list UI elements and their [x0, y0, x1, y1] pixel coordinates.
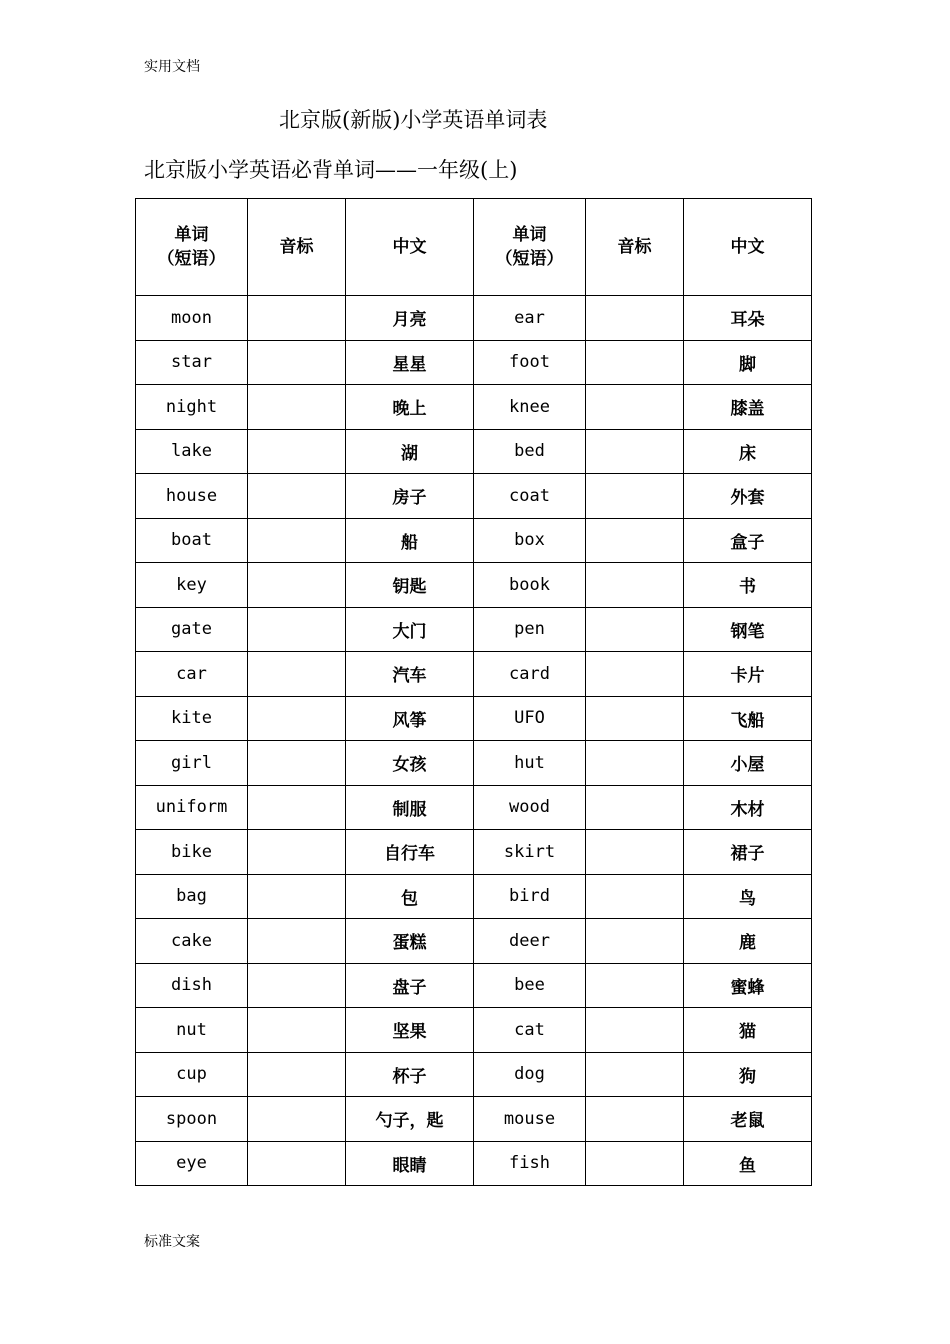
word-cell: moon — [136, 296, 248, 341]
phonetic-cell — [586, 963, 684, 1008]
phonetic-cell — [248, 919, 346, 964]
phonetic-cell — [248, 874, 346, 919]
word-cell: house — [136, 474, 248, 519]
phonetic-cell — [586, 652, 684, 697]
word-cell: foot — [474, 340, 586, 385]
chinese-cell: 勺子，匙 — [346, 1097, 474, 1142]
table-row — [136, 474, 812, 519]
phonetic-cell — [586, 385, 684, 430]
word-cell: eye — [136, 1141, 248, 1186]
word-cell: bird — [474, 874, 586, 919]
word-cell: key — [136, 563, 248, 608]
phonetic-cell — [248, 296, 346, 341]
word-cell: wood — [474, 785, 586, 830]
phonetic-cell — [586, 429, 684, 474]
word-cell: bee — [474, 963, 586, 1008]
header-word — [474, 199, 586, 296]
header-word-line1: 单词 — [174, 225, 209, 245]
word-cell: cat — [474, 1008, 586, 1053]
word-cell: deer — [474, 919, 586, 964]
chinese-cell: 床 — [684, 429, 812, 474]
table-row — [136, 696, 812, 741]
phonetic-cell — [586, 563, 684, 608]
chinese-cell: 脚 — [684, 340, 812, 385]
table-header — [136, 199, 812, 296]
phonetic-cell — [248, 607, 346, 652]
table-row — [136, 607, 812, 652]
chinese-cell: 鸟 — [684, 874, 812, 919]
section-subtitle: 北京版小学英语必背单词——一年级(上) — [144, 158, 518, 182]
header-row — [136, 199, 812, 296]
word-cell: dog — [474, 1052, 586, 1097]
phonetic-cell — [586, 607, 684, 652]
phonetic-cell — [586, 296, 684, 341]
phonetic-cell — [586, 785, 684, 830]
table-row — [136, 919, 812, 964]
phonetic-cell — [248, 963, 346, 1008]
table-body — [136, 296, 812, 1186]
chinese-cell: 木材 — [684, 785, 812, 830]
phonetic-cell — [586, 696, 684, 741]
word-cell: skirt — [474, 830, 586, 875]
chinese-cell: 钢笔 — [684, 607, 812, 652]
table-row — [136, 1052, 812, 1097]
word-cell: book — [474, 563, 586, 608]
phonetic-cell — [248, 340, 346, 385]
phonetic-cell — [586, 1141, 684, 1186]
word-cell: dish — [136, 963, 248, 1008]
chinese-cell: 盘子 — [346, 963, 474, 1008]
phonetic-cell — [586, 919, 684, 964]
word-cell: night — [136, 385, 248, 430]
phonetic-cell — [248, 830, 346, 875]
chinese-cell: 蜜蜂 — [684, 963, 812, 1008]
table-row — [136, 563, 812, 608]
table-row — [136, 1141, 812, 1186]
chinese-cell: 鹿 — [684, 919, 812, 964]
header-word-line1: 单词 — [512, 225, 547, 245]
chinese-cell: 湖 — [346, 429, 474, 474]
phonetic-cell — [248, 429, 346, 474]
table-row — [136, 385, 812, 430]
table-row — [136, 340, 812, 385]
chinese-cell: 汽车 — [346, 652, 474, 697]
phonetic-cell — [248, 563, 346, 608]
word-cell: lake — [136, 429, 248, 474]
chinese-cell: 鱼 — [684, 1141, 812, 1186]
header-word — [136, 199, 248, 296]
page-footer-note: 标准文案 — [144, 1234, 200, 1250]
table-row — [136, 785, 812, 830]
table-row — [136, 830, 812, 875]
word-cell: cup — [136, 1052, 248, 1097]
chinese-cell: 自行车 — [346, 830, 474, 875]
chinese-cell: 小屋 — [684, 741, 812, 786]
word-cell: coat — [474, 474, 586, 519]
page-header-note: 实用文档 — [144, 59, 200, 75]
chinese-cell: 眼睛 — [346, 1141, 474, 1186]
header-chinese: 中文 — [684, 199, 812, 296]
phonetic-cell — [248, 652, 346, 697]
word-cell: uniform — [136, 785, 248, 830]
chinese-cell: 制服 — [346, 785, 474, 830]
word-cell: girl — [136, 741, 248, 786]
chinese-cell: 月亮 — [346, 296, 474, 341]
table-row — [136, 1008, 812, 1053]
chinese-cell: 狗 — [684, 1052, 812, 1097]
phonetic-cell — [248, 1141, 346, 1186]
table-row — [136, 652, 812, 697]
word-cell: knee — [474, 385, 586, 430]
chinese-cell: 盒子 — [684, 518, 812, 563]
phonetic-cell — [586, 741, 684, 786]
word-cell: kite — [136, 696, 248, 741]
chinese-cell: 老鼠 — [684, 1097, 812, 1142]
word-cell: bed — [474, 429, 586, 474]
phonetic-cell — [248, 1052, 346, 1097]
chinese-cell: 膝盖 — [684, 385, 812, 430]
chinese-cell: 猫 — [684, 1008, 812, 1053]
table-row — [136, 296, 812, 341]
phonetic-cell — [586, 340, 684, 385]
table-row — [136, 874, 812, 919]
word-cell: cake — [136, 919, 248, 964]
header-phonetic: 音标 — [248, 199, 346, 296]
phonetic-cell — [248, 1008, 346, 1053]
chinese-cell: 杯子 — [346, 1052, 474, 1097]
word-cell: gate — [136, 607, 248, 652]
chinese-cell: 书 — [684, 563, 812, 608]
word-cell: UFO — [474, 696, 586, 741]
phonetic-cell — [586, 1097, 684, 1142]
word-cell: star — [136, 340, 248, 385]
header-chinese: 中文 — [346, 199, 474, 296]
phonetic-cell — [586, 874, 684, 919]
table-row — [136, 518, 812, 563]
phonetic-cell — [586, 1052, 684, 1097]
phonetic-cell — [248, 741, 346, 786]
word-cell: fish — [474, 1141, 586, 1186]
word-cell: car — [136, 652, 248, 697]
table-row — [136, 429, 812, 474]
table-row — [136, 1097, 812, 1142]
phonetic-cell — [586, 474, 684, 519]
chinese-cell: 晚上 — [346, 385, 474, 430]
chinese-cell: 钥匙 — [346, 563, 474, 608]
phonetic-cell — [586, 1008, 684, 1053]
word-cell: bag — [136, 874, 248, 919]
chinese-cell: 飞船 — [684, 696, 812, 741]
word-cell: boat — [136, 518, 248, 563]
word-cell: hut — [474, 741, 586, 786]
chinese-cell: 外套 — [684, 474, 812, 519]
chinese-cell: 风筝 — [346, 696, 474, 741]
chinese-cell: 船 — [346, 518, 474, 563]
chinese-cell: 蛋糕 — [346, 919, 474, 964]
word-cell: pen — [474, 607, 586, 652]
chinese-cell: 包 — [346, 874, 474, 919]
chinese-cell: 星星 — [346, 340, 474, 385]
document-title: 北京版(新版)小学英语单词表 — [279, 108, 548, 132]
table-row — [136, 741, 812, 786]
phonetic-cell — [586, 830, 684, 875]
header-word-line2: （短语） — [157, 249, 226, 269]
word-cell: card — [474, 652, 586, 697]
word-cell: ear — [474, 296, 586, 341]
header-phonetic: 音标 — [586, 199, 684, 296]
phonetic-cell — [248, 385, 346, 430]
word-cell: mouse — [474, 1097, 586, 1142]
phonetic-cell — [248, 518, 346, 563]
phonetic-cell — [248, 474, 346, 519]
chinese-cell: 坚果 — [346, 1008, 474, 1053]
word-cell: box — [474, 518, 586, 563]
chinese-cell: 耳朵 — [684, 296, 812, 341]
table-row — [136, 963, 812, 1008]
chinese-cell: 裙子 — [684, 830, 812, 875]
word-cell: nut — [136, 1008, 248, 1053]
chinese-cell: 房子 — [346, 474, 474, 519]
word-cell: bike — [136, 830, 248, 875]
phonetic-cell — [248, 1097, 346, 1142]
phonetic-cell — [586, 518, 684, 563]
word-cell: spoon — [136, 1097, 248, 1142]
chinese-cell: 卡片 — [684, 652, 812, 697]
phonetic-cell — [248, 785, 346, 830]
phonetic-cell — [248, 696, 346, 741]
vocabulary-table — [135, 198, 812, 1186]
chinese-cell: 大门 — [346, 607, 474, 652]
header-word-line2: （短语） — [495, 249, 564, 269]
chinese-cell: 女孩 — [346, 741, 474, 786]
